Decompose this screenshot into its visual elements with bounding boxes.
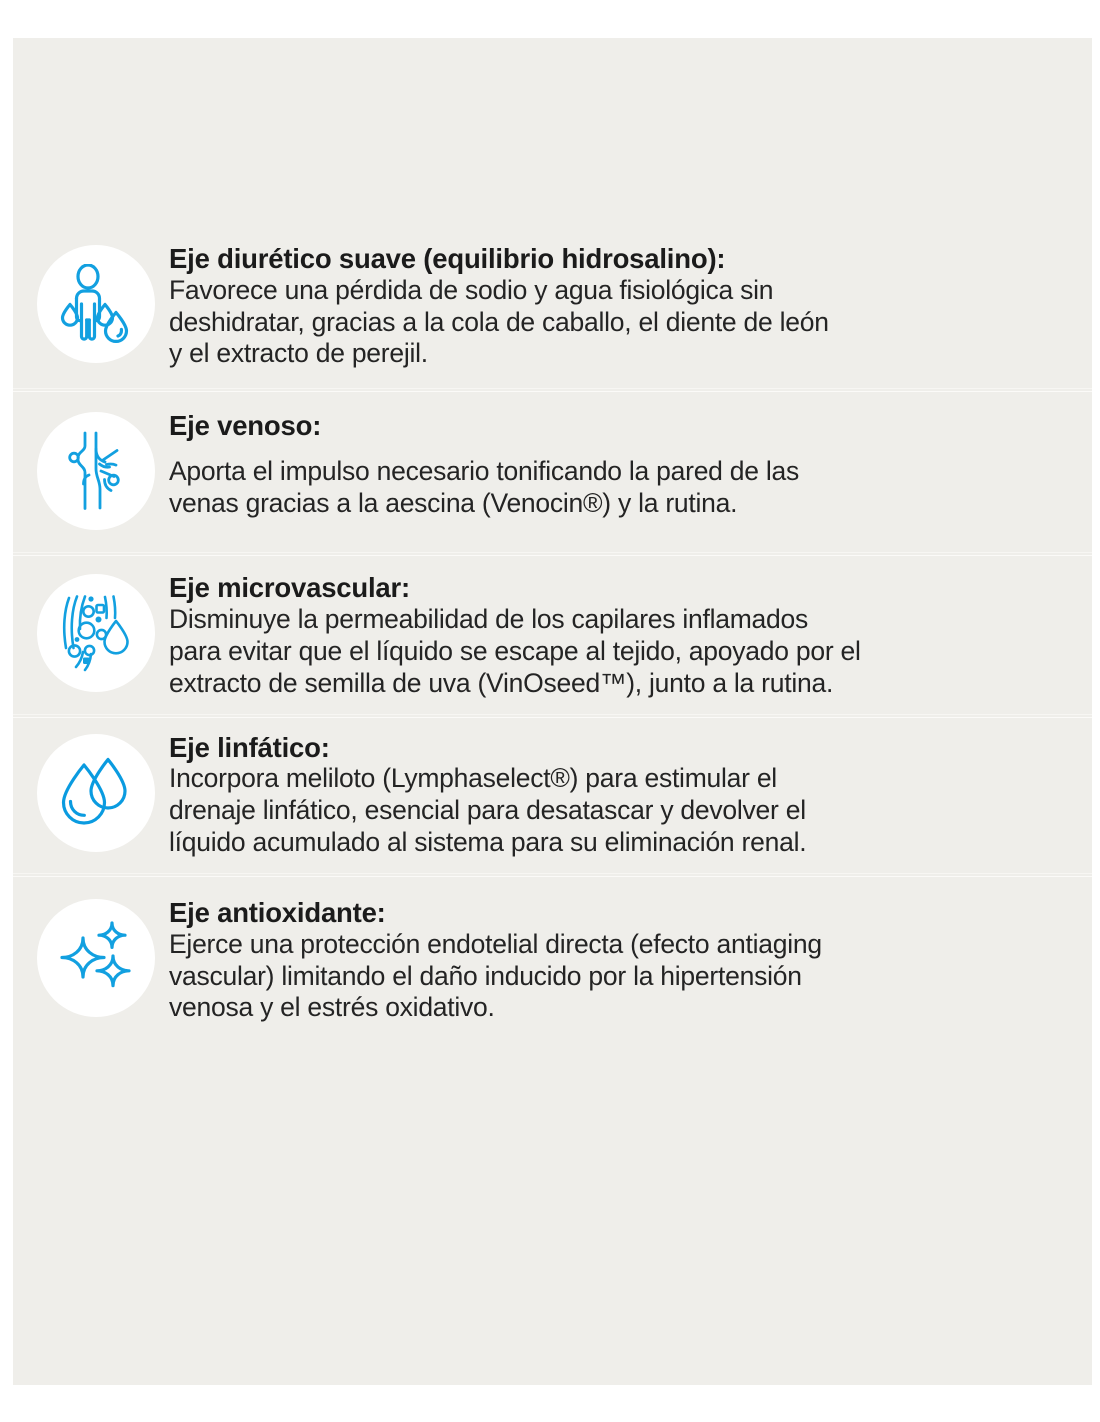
benefit-item-diuretic bbox=[13, 231, 1092, 388]
benefit-title: Eje antioxidante: bbox=[169, 896, 386, 928]
benefit-body bbox=[169, 604, 1052, 699]
benefit-title: Eje linfático: bbox=[169, 731, 330, 763]
body-line: Favorece una pérdida de sodio y agua fisiológica sin bbox=[169, 274, 774, 305]
body-line: Ejerce una protección endotelial directa (efecto antiaging bbox=[169, 928, 822, 959]
body-line: venas gracias a la aescina (Venocin®) y la rutina. bbox=[169, 487, 738, 518]
body-line: deshidratar, gracias a la cola de caballo, el diente de león bbox=[169, 306, 829, 337]
benefit-title: Eje diurético suave (equilibrio hidrosalino): bbox=[169, 243, 726, 274]
icon-circle bbox=[37, 245, 155, 363]
benefit-text bbox=[169, 893, 1052, 1024]
body-line: y el extracto de perejil. bbox=[169, 338, 428, 369]
vein-branching-icon bbox=[63, 431, 129, 511]
person-with-water-drops-icon bbox=[58, 264, 134, 344]
benefit-text bbox=[169, 728, 1052, 859]
benefit-text bbox=[169, 239, 1052, 370]
body-line: vascular) limitando el daño inducido por la hipertensión bbox=[169, 960, 802, 991]
body-line: para evitar que el líquido se escape al tejido, apoyado por el bbox=[169, 635, 861, 666]
benefit-body bbox=[169, 929, 1052, 1024]
icon-circle bbox=[37, 574, 155, 692]
body-line: Aporta el impulso necesario tonificando la pared de las bbox=[169, 456, 800, 487]
icon-circle bbox=[37, 412, 155, 530]
two-water-drops-icon bbox=[58, 757, 134, 829]
benefit-item-venous bbox=[13, 388, 1092, 552]
body-line: líquido acumulado al sistema para su eliminación renal. bbox=[169, 827, 807, 858]
benefit-item-lymphatic bbox=[13, 714, 1092, 873]
icon-circle bbox=[37, 899, 155, 1017]
benefit-title: Eje microvascular: bbox=[169, 572, 410, 604]
benefits-panel bbox=[13, 38, 1092, 1385]
icon-container bbox=[23, 406, 169, 530]
capillary-permeability-icon bbox=[60, 594, 132, 672]
icon-container bbox=[23, 728, 169, 852]
sparkles-icon bbox=[57, 921, 135, 995]
benefits-list bbox=[13, 231, 1092, 1048]
benefit-text bbox=[169, 406, 1052, 519]
benefit-body bbox=[169, 275, 1052, 370]
icon-circle bbox=[37, 734, 155, 852]
body-line: drenaje linfático, esencial para desatascar y devolver el bbox=[169, 795, 806, 826]
body-line: Incorpora meliloto (Lymphaselect®) para estimular el bbox=[169, 763, 777, 794]
icon-container bbox=[23, 239, 169, 363]
icon-container bbox=[23, 568, 169, 692]
benefit-title: Eje venoso: bbox=[169, 410, 322, 442]
benefit-item-microvascular bbox=[13, 552, 1092, 713]
body-line: extracto de semilla de uva (VinOseed™), junto a la rutina. bbox=[169, 667, 834, 698]
body-line: venosa y el estrés oxidativo. bbox=[169, 992, 495, 1023]
benefit-body bbox=[169, 456, 1052, 520]
body-line: Disminuye la permeabilidad de los capilares inflamados bbox=[169, 604, 809, 635]
benefit-text bbox=[169, 568, 1052, 699]
benefit-item-antioxidant bbox=[13, 873, 1092, 1048]
benefit-body bbox=[169, 763, 1052, 858]
icon-container bbox=[23, 893, 169, 1017]
